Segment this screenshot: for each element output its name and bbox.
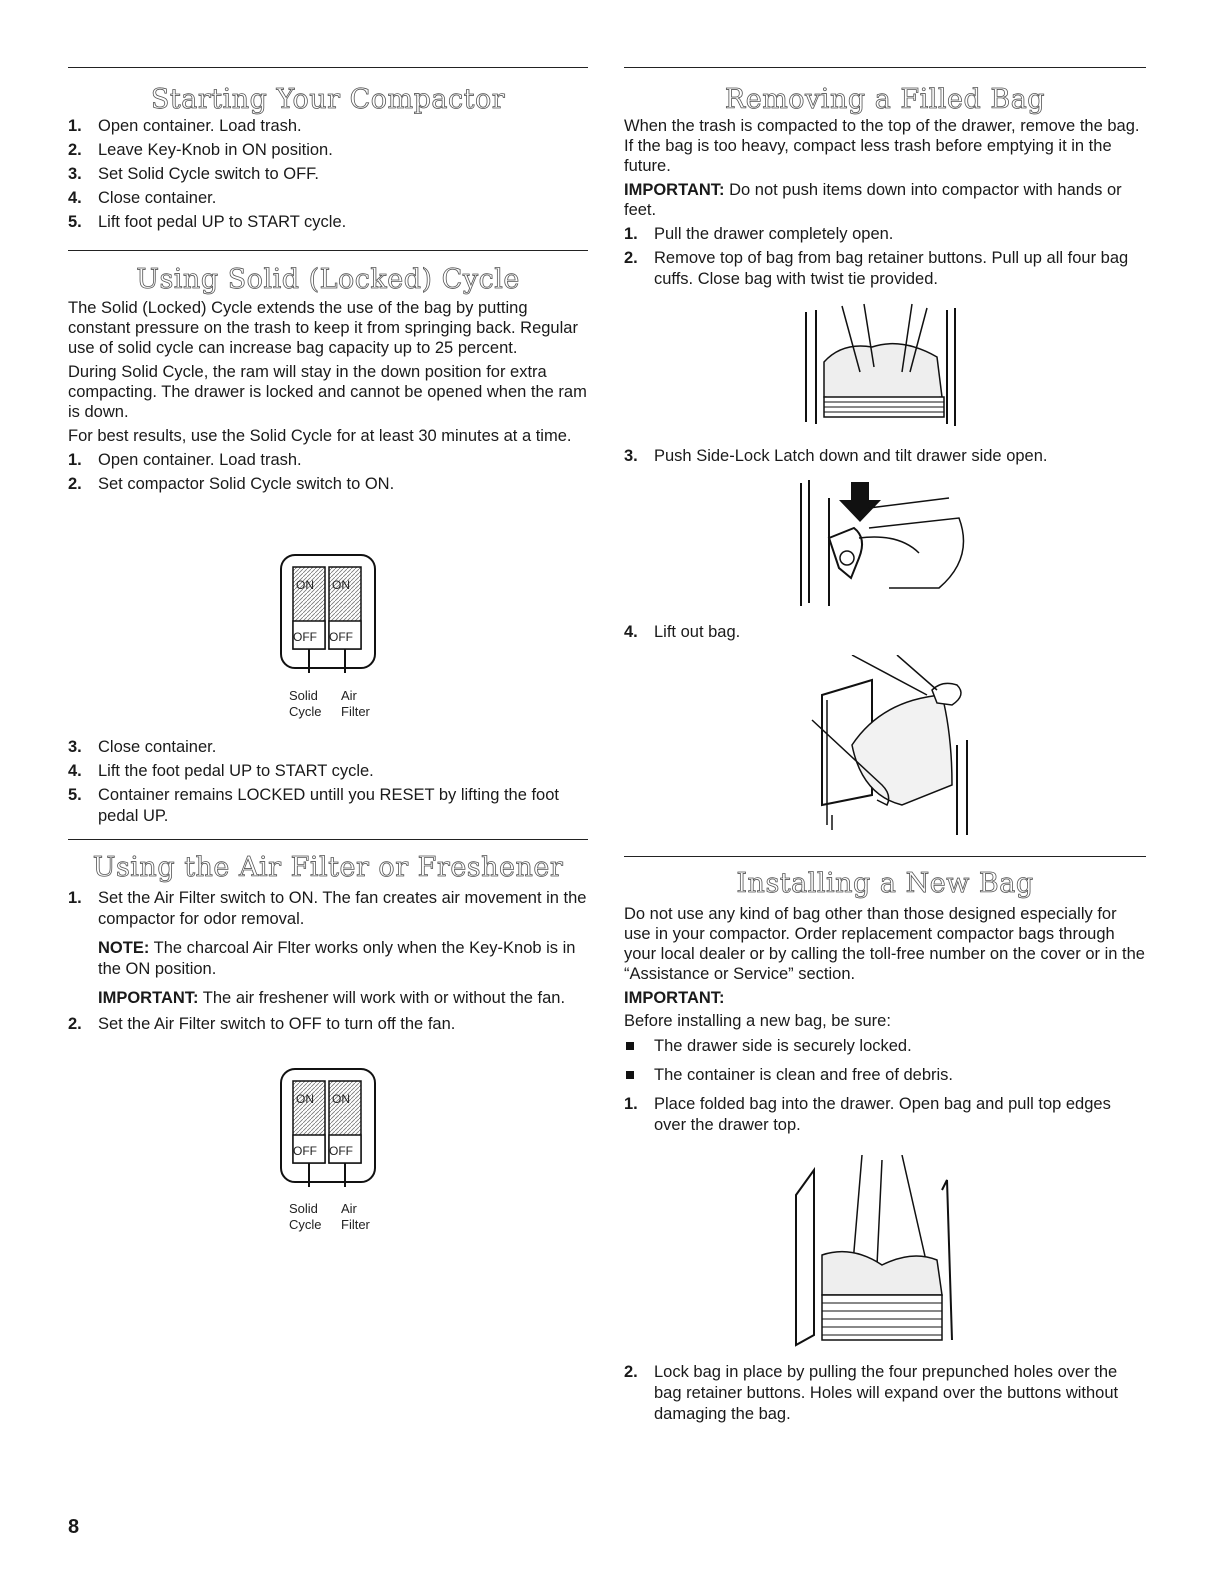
bullet-icon	[626, 1071, 634, 1079]
installing-step-2	[624, 1362, 1146, 1425]
section-divider	[68, 839, 588, 840]
list-item: 3. Set Solid Cycle switch to OFF.	[68, 165, 319, 183]
paragraph: For best results, use the Solid Cycle for at least 30 minutes at a time.	[68, 427, 572, 445]
section-title-installing: Installing a New Bag	[736, 868, 1034, 899]
switch-on-label: ON	[296, 578, 314, 592]
list-item: 2. Set compactor Solid Cycle switch to ON.	[68, 475, 395, 493]
list-item: 1. Set the Air Filter switch to ON. The fan creates air movement in the compactor for odor removal.	[68, 889, 587, 928]
list-item: 1. Open container. Load trash.	[68, 117, 302, 135]
paragraph: When the trash is compacted to the top of the drawer, remove the bag. If the bag is too heavy, compact less trash before emptying it in the future.	[624, 117, 1140, 175]
switch-panel-illustration	[279, 553, 379, 673]
air-filter-label: Air Filter	[341, 688, 370, 719]
list-item: 1. Place folded bag into the drawer. Open bag and pull top edges over the drawer top.	[624, 1095, 1111, 1134]
paragraph: Before installing a new bag, be sure:	[624, 1012, 891, 1030]
starting-steps	[68, 116, 588, 233]
solid-cycle-body	[68, 298, 588, 495]
switch-off-label: OFF	[329, 1144, 353, 1158]
important-label: IMPORTANT:	[624, 989, 725, 1007]
switch-off-label: OFF	[293, 1144, 317, 1158]
section-divider	[624, 856, 1146, 857]
lift-out-bag-illustration	[792, 655, 982, 840]
paragraph: During Solid Cycle, the ram will stay in the down position for extra compacting. The drawer is locked and cannot be opened when the ram is down.	[68, 363, 587, 421]
list-item: 4. Lift the foot pedal UP to START cycle.	[68, 762, 374, 780]
switch-on-label: ON	[296, 1092, 314, 1106]
removing-step-3	[624, 446, 1146, 467]
section-title-solid-cycle: Using Solid (Locked) Cycle	[136, 264, 520, 295]
list-item: 5. Lift foot pedal UP to START cycle.	[68, 213, 347, 231]
section-divider	[68, 67, 588, 68]
air-filter-label: Air Filter	[341, 1201, 370, 1232]
bullet-icon	[626, 1042, 634, 1050]
solid-cycle-steps-continued	[68, 737, 588, 827]
installing-body	[624, 904, 1146, 1136]
list-item: 1. Pull the drawer completely open.	[624, 225, 894, 243]
list-item: 4. Close container.	[68, 189, 217, 207]
switch-on-label: ON	[332, 1092, 350, 1106]
removing-body	[624, 116, 1146, 290]
page-number: 8	[68, 1516, 80, 1538]
section-divider	[68, 250, 588, 251]
important-note: IMPORTANT: Do not push items down into compactor with hands or feet.	[624, 181, 1122, 219]
air-filter-body	[68, 888, 588, 1035]
list-item: 5. Container remains LOCKED untill you RESET by lifting the foot pedal UP.	[68, 786, 559, 825]
note: NOTE: The charcoal Air Flter works only when the Key-Knob is in the ON position.	[98, 939, 576, 978]
solid-cycle-label: Solid Cycle	[289, 688, 322, 719]
removing-step-4	[624, 622, 1146, 643]
important-note: IMPORTANT: The air freshener will work with or without the fan.	[98, 989, 566, 1007]
list-item: 2. Remove top of bag from bag retainer buttons. Pull up all four bag cuffs. Close bag with twist tie provided.	[624, 249, 1129, 288]
list-item: 3. Push Side-Lock Latch down and tilt drawer side open.	[624, 447, 1048, 465]
list-item: 3. Close container.	[68, 738, 217, 756]
paragraph: The Solid (Locked) Cycle extends the use of the bag by putting constant pressure on the trash to keep it from springing back. Regular use of solid cycle can increase bag capacity up to 25 percent.	[68, 299, 578, 357]
side-lock-latch-illustration	[799, 478, 979, 613]
switch-panel-figure	[279, 553, 379, 723]
drawer-bag-illustration	[802, 302, 962, 437]
list-item: 4. Lift out bag.	[624, 623, 741, 641]
new-bag-illustration	[792, 1155, 972, 1360]
list-item: 2. Set the Air Filter switch to OFF to turn off the fan.	[68, 1015, 456, 1033]
switch-off-label: OFF	[293, 630, 317, 644]
switch-on-label: ON	[332, 578, 350, 592]
bullet-item: The drawer side is securely locked.	[624, 1036, 1146, 1057]
switch-panel-illustration	[279, 1067, 379, 1187]
list-item: 2. Lock bag in place by pulling the four prepunched holes over the bag retainer buttons. Holes will expand over the buttons without damaging the bag.	[624, 1363, 1119, 1423]
list-item: 1. Open container. Load trash.	[68, 451, 302, 469]
bullet-item: The container is clean and free of debris.	[624, 1065, 1146, 1086]
list-item: 2. Leave Key-Knob in ON position.	[68, 141, 333, 159]
paragraph: Do not use any kind of bag other than those designed especially for use in your compactor. Order replacement compactor bags through your local dealer or by calling the toll-free number on the cover or in the “Assistance or Service” section.	[624, 905, 1145, 983]
switch-panel-figure	[279, 1067, 379, 1237]
solid-cycle-label: Solid Cycle	[289, 1201, 322, 1232]
section-title-air-filter: Using the Air Filter or Freshener	[92, 852, 564, 883]
section-title-removing: Removing a Filled Bag	[724, 84, 1046, 115]
section-title-starting: Starting Your Compactor	[150, 84, 506, 115]
switch-off-label: OFF	[329, 630, 353, 644]
section-divider	[624, 67, 1146, 68]
